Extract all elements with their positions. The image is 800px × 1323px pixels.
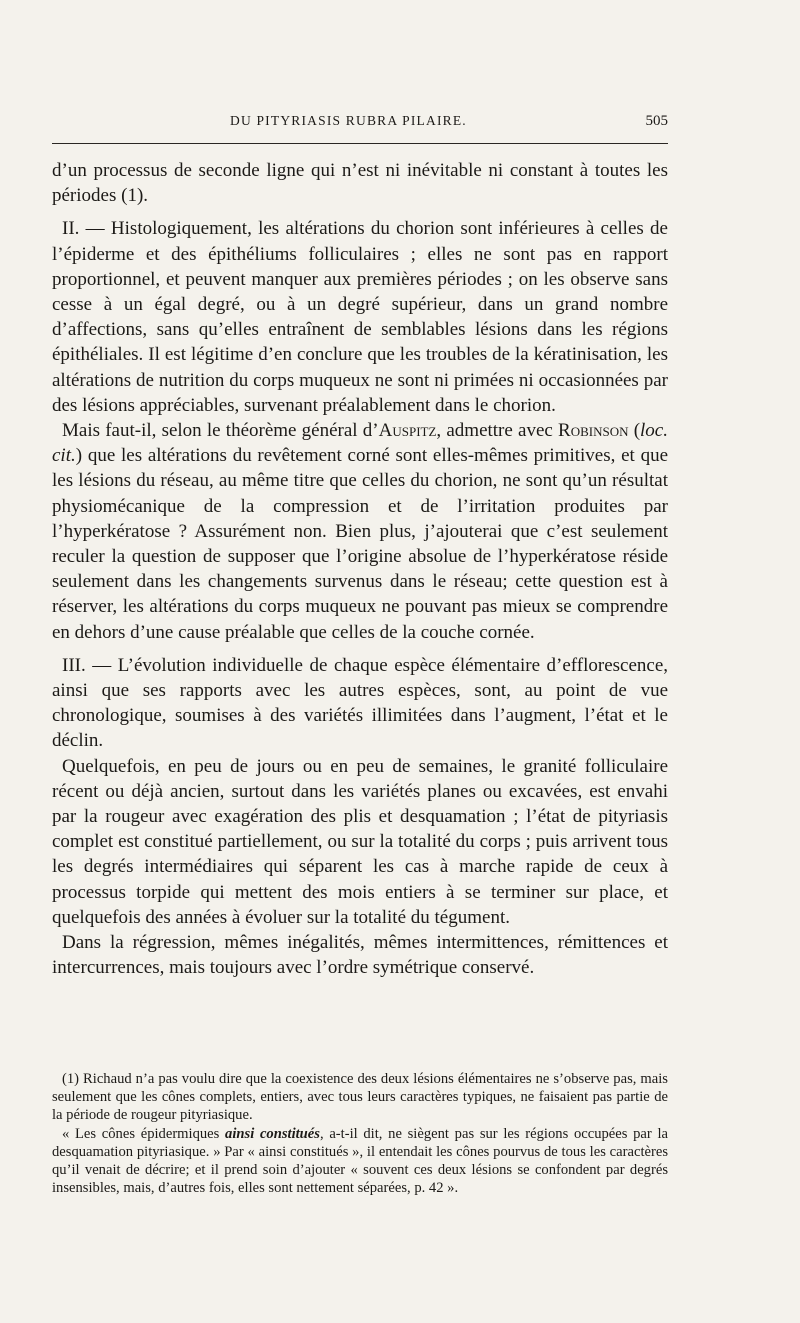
- footnote-1-quote: [52, 1125, 668, 1198]
- author-robinson: Robinson: [558, 420, 629, 442]
- paragraph-3-text-b: , admettre avec: [436, 420, 559, 442]
- footnote-italic: ainsi constitués: [225, 1125, 320, 1142]
- footnote-quote-a: « Les cônes épidermiques: [62, 1125, 226, 1142]
- footnotes: [52, 1070, 668, 1197]
- paragraph-4: III. — L’évolution individuelle de chaque espèce élémentaire d’efflorescence, ainsi que ses rapports avec les autres espèces, sont, au point de vue chronologique, soumises à des variétés illimitées dans l’augment, l’état et le déclin.: [52, 654, 668, 752]
- loc-cit: loc. cit.: [52, 420, 668, 467]
- paragraph-3-text-a: Mais faut-il, selon le théorème général d’: [62, 420, 379, 442]
- paragraph-3-text-c: que les altérations du revêtement corné sont elles-mêmes primitives, et que les lésions du réseau, au même titre que celles du chorion, ne sont qu’un résultat physiomécanique de la compression et de l’irritation produites par l’hyperkératose ? Assurément non. Bien plus, j’ajouterai que c’est seulement reculer la question de supposer que l’origine absolue de l’hyperkératose réside seulement dans les changements survenus dans le réseau; cette question est à réserver, les altérations du corps muqueux ne pouvant pas mieux se comprendre en dehors d’une cause préalable que celles de la couche cornée.: [52, 445, 668, 643]
- main-text: [52, 158, 668, 981]
- paragraph-2: II. — Histologiquement, les altérations du chorion sont inférieures à celles de l’épiderme et des épithéliums folliculaires ; elles ne sont pas en rapport proportionnel, et peuvent manquer aux premières périodes ; on les observe sans cesse à un égal degré, ou à un degré supérieur, dans un grand nombre d’affections, sans qu’elles entraînent de semblables lésions dans les régions épithéliales. Il est légitime d’en conclure que les troubles de la kératinisation, les altérations de nutrition du corps muqueux ne sont ni primées ni occasionnées par des lésions appréciables, survenant préalablement dans le chorion.: [52, 218, 668, 416]
- paragraph-1: d’un processus de seconde ligne qui n’est ni inévitable ni constant à toutes les périodes (1).: [52, 160, 668, 207]
- author-auspitz: Auspitz: [378, 420, 437, 442]
- header-rule: [52, 143, 668, 144]
- page-number: 505: [645, 113, 668, 129]
- footnote-1: (1) Richaud n’a pas voulu dire que la coexistence des deux lésions élémentaires ne s’observe pas, mais seulement que les cônes complets, entiers, avec tous leurs caractères typiques, ne faisaient pas partie de la période de rougeur pityriasique.: [52, 1071, 668, 1124]
- paragraph-3: Mais faut-il, selon le théorème général d’Auspitz, admettre avec Robinson (loc. cit.) que les altérations du revêtement corné sont elles-mêmes primitives, et que les lésions du réseau, au même titre que celles du chorion, ne sont qu’un résultat physiomécanique de la compression et de l’irritation produites par l’hyperkératose ? Assurément non. Bien plus, j’ajouterai que c’est seulement reculer la question de supposer que l’origine absolue de l’hyperkératose réside seulement dans les changements survenus dans le réseau; cette question est à réserver, les altérations du corps muqueux ne pouvant pas mieux se comprendre en dehors d’une cause préalable que celles de la couche cornée.: [52, 420, 668, 643]
- paragraph-6: Dans la régression, mêmes inégalités, mêmes intermittences, rémittences et intercurrences, mais toujours avec l’ordre symétrique conservé.: [52, 932, 668, 979]
- footnote-quote-b: , a-t-il dit, ne siègent pas sur les régions occupées par la desquamation pityriasique. » Par « ainsi constitués », il entendait les cônes pourvus de tous les caractères qu’il venait de décrire; et il prend soin d’ajouter « souvent ces deux lésions se confondent par degrés insensibles, mais, d’autres fois, elles sont nettement séparées, p. 42 ».: [52, 1125, 669, 1197]
- running-title: DU PITYRIASIS RUBRA PILAIRE.: [230, 113, 467, 128]
- paragraph-5: Quelquefois, en peu de jours ou en peu de semaines, le granité folliculaire récent ou déjà ancien, surtout dans les variétés planes ou excavées, est envahi par la rougeur avec exagération des plis et desquamation ; l’état de pityriasis complet est constitué partiellement, ou sur la totalité du corps ; puis arrivent tous les degrés intermédiaires qui séparent les cas à marche rapide de ceux à processus torpide qui mettent des mois entiers à se terminer sur place, et quelquefois des années à évoluer sur la totalité du tégument.: [52, 755, 668, 928]
- page-header: [52, 113, 668, 135]
